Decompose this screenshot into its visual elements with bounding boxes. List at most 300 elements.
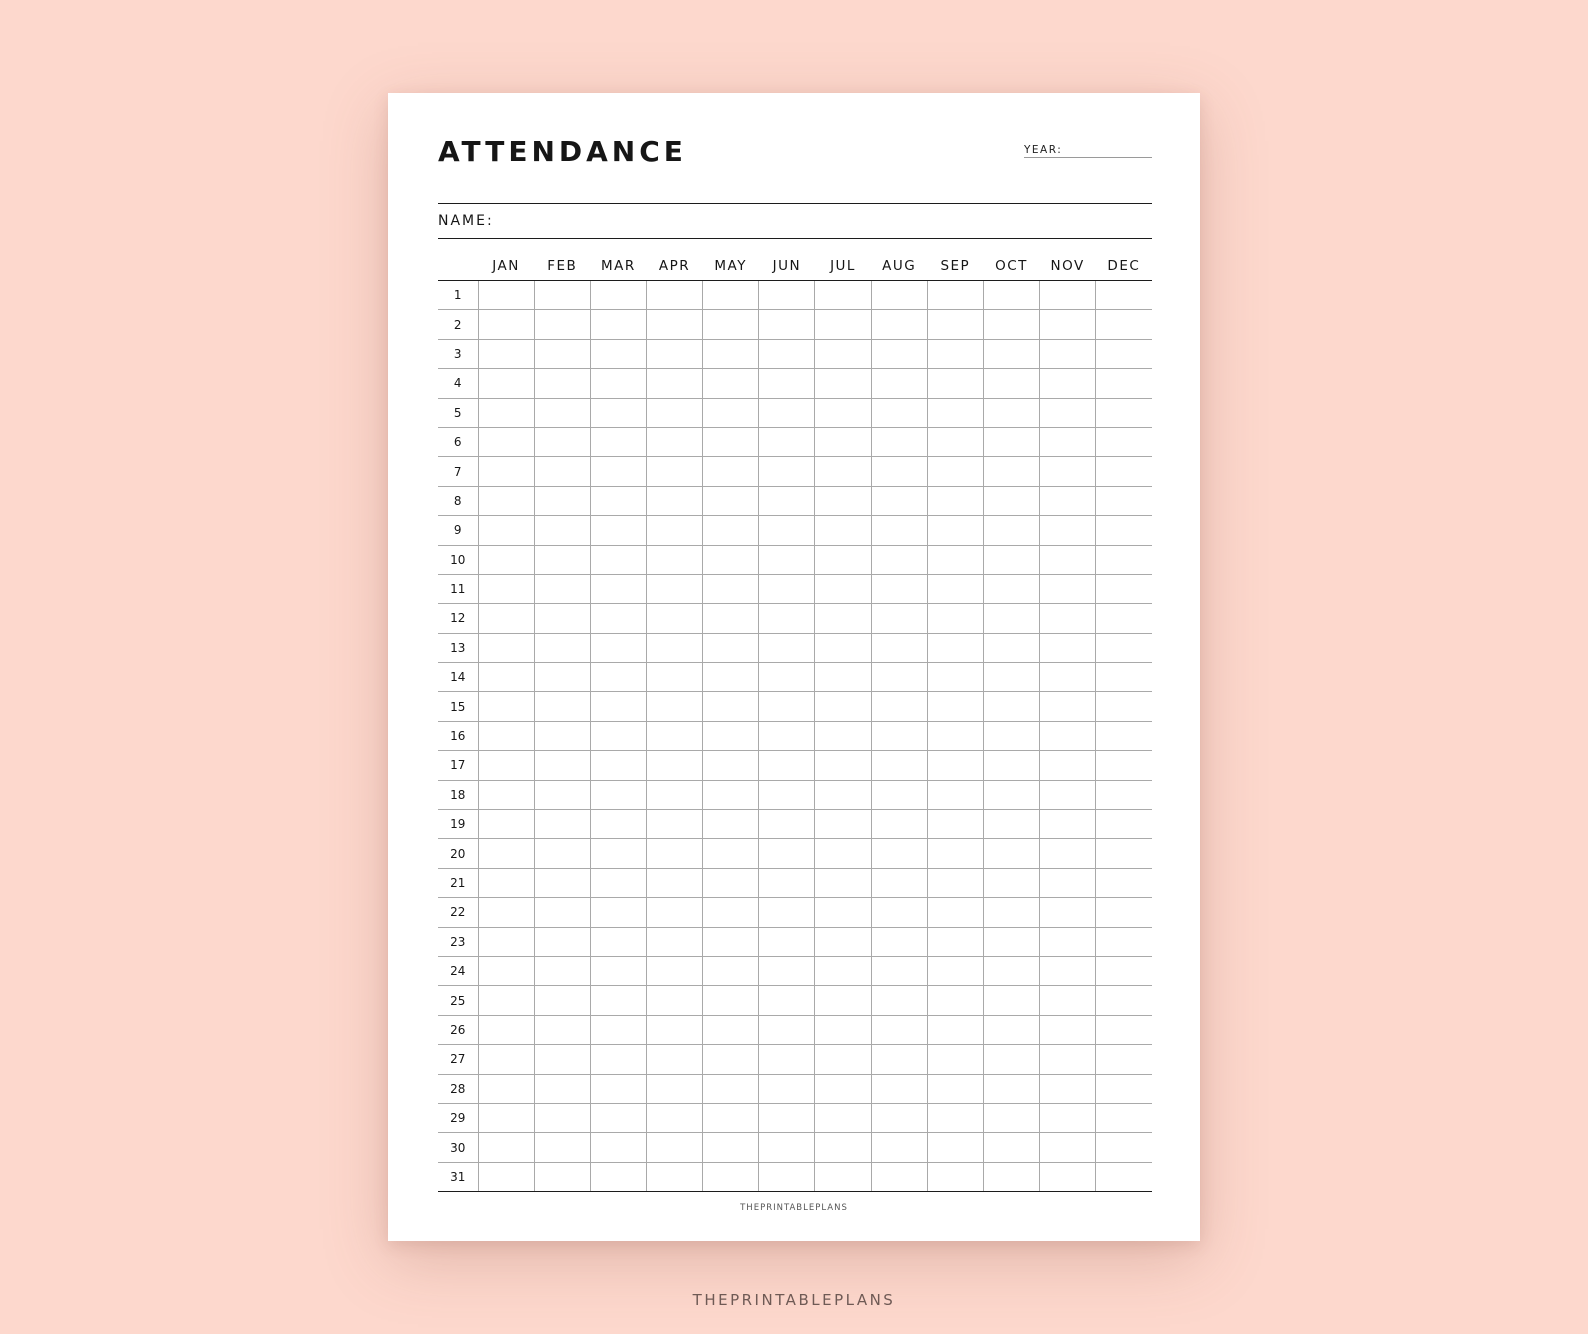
attendance-cell-sep (927, 780, 983, 809)
attendance-cell-dec (1096, 398, 1152, 427)
attendance-cell-apr (646, 780, 702, 809)
attendance-cell-sep (927, 339, 983, 368)
attendance-cell-may (703, 956, 759, 985)
month-header-dec: DEC (1096, 251, 1152, 281)
attendance-cell-feb (534, 516, 590, 545)
attendance-cell-apr (646, 516, 702, 545)
attendance-cell-jun (759, 574, 815, 603)
attendance-cell-sep (927, 986, 983, 1015)
attendance-cell-dec (1096, 1015, 1152, 1044)
attendance-cell-feb (534, 633, 590, 662)
attendance-cell-oct (983, 398, 1039, 427)
attendance-cell-mar (590, 545, 646, 574)
attendance-cell-dec (1096, 516, 1152, 545)
attendance-cell-dec (1096, 1103, 1152, 1132)
attendance-cell-jul (815, 927, 871, 956)
attendance-cell-sep (927, 457, 983, 486)
attendance-cell-oct (983, 1162, 1039, 1191)
attendance-cell-aug (871, 1074, 927, 1103)
day-number: 31 (438, 1162, 478, 1191)
table-row (438, 1015, 1152, 1044)
attendance-cell-jun (759, 780, 815, 809)
attendance-cell-aug (871, 839, 927, 868)
table-row (438, 663, 1152, 692)
month-header-row (438, 251, 1152, 281)
day-number: 2 (438, 310, 478, 339)
attendance-cell-dec (1096, 574, 1152, 603)
attendance-cell-dec (1096, 457, 1152, 486)
attendance-cell-may (703, 663, 759, 692)
attendance-cell-nov (1040, 780, 1096, 809)
attendance-cell-may (703, 1074, 759, 1103)
month-header-may: MAY (703, 251, 759, 281)
day-number: 26 (438, 1015, 478, 1044)
attendance-cell-nov (1040, 1045, 1096, 1074)
attendance-cell-feb (534, 986, 590, 1015)
attendance-cell-feb (534, 1045, 590, 1074)
attendance-cell-sep (927, 1015, 983, 1044)
attendance-cell-jan (478, 927, 534, 956)
attendance-cell-may (703, 281, 759, 310)
attendance-cell-aug (871, 516, 927, 545)
attendance-cell-aug (871, 721, 927, 750)
attendance-cell-jan (478, 545, 534, 574)
attendance-cell-dec (1096, 927, 1152, 956)
attendance-cell-sep (927, 751, 983, 780)
attendance-cell-jul (815, 1133, 871, 1162)
attendance-cell-jul (815, 369, 871, 398)
attendance-cell-jun (759, 1162, 815, 1191)
attendance-cell-may (703, 721, 759, 750)
attendance-cell-jul (815, 839, 871, 868)
table-row (438, 839, 1152, 868)
attendance-cell-jun (759, 927, 815, 956)
attendance-cell-apr (646, 751, 702, 780)
attendance-cell-oct (983, 721, 1039, 750)
attendance-cell-aug (871, 1133, 927, 1162)
attendance-cell-nov (1040, 545, 1096, 574)
attendance-cell-mar (590, 692, 646, 721)
attendance-cell-feb (534, 545, 590, 574)
attendance-cell-oct (983, 339, 1039, 368)
table-row (438, 1133, 1152, 1162)
day-number: 11 (438, 574, 478, 603)
attendance-cell-may (703, 398, 759, 427)
attendance-cell-jul (815, 868, 871, 897)
attendance-cell-feb (534, 751, 590, 780)
attendance-cell-jun (759, 516, 815, 545)
attendance-cell-jan (478, 1162, 534, 1191)
attendance-cell-feb (534, 1103, 590, 1132)
attendance-cell-sep (927, 516, 983, 545)
attendance-cell-mar (590, 516, 646, 545)
attendance-cell-aug (871, 1162, 927, 1191)
attendance-cell-nov (1040, 633, 1096, 662)
attendance-cell-may (703, 574, 759, 603)
attendance-cell-oct (983, 281, 1039, 310)
day-number: 16 (438, 721, 478, 750)
attendance-cell-dec (1096, 427, 1152, 456)
attendance-cell-jan (478, 810, 534, 839)
attendance-cell-sep (927, 663, 983, 692)
attendance-cell-apr (646, 721, 702, 750)
attendance-cell-mar (590, 398, 646, 427)
attendance-cell-nov (1040, 486, 1096, 515)
attendance-cell-nov (1040, 1162, 1096, 1191)
attendance-cell-feb (534, 721, 590, 750)
table-row (438, 604, 1152, 633)
attendance-cell-jun (759, 839, 815, 868)
attendance-cell-mar (590, 986, 646, 1015)
attendance-cell-jul (815, 398, 871, 427)
attendance-cell-mar (590, 927, 646, 956)
attendance-cell-mar (590, 1045, 646, 1074)
attendance-cell-jun (759, 663, 815, 692)
attendance-cell-apr (646, 398, 702, 427)
attendance-cell-apr (646, 574, 702, 603)
attendance-cell-mar (590, 427, 646, 456)
attendance-cell-sep (927, 369, 983, 398)
attendance-cell-jan (478, 956, 534, 985)
attendance-cell-sep (927, 310, 983, 339)
attendance-cell-jun (759, 1133, 815, 1162)
day-number: 7 (438, 457, 478, 486)
attendance-cell-aug (871, 398, 927, 427)
attendance-cell-may (703, 545, 759, 574)
attendance-cell-dec (1096, 1045, 1152, 1074)
attendance-cell-mar (590, 1133, 646, 1162)
attendance-cell-jun (759, 692, 815, 721)
attendance-cell-apr (646, 1074, 702, 1103)
month-header-oct: OCT (983, 251, 1039, 281)
attendance-cell-apr (646, 1133, 702, 1162)
attendance-cell-feb (534, 868, 590, 897)
attendance-cell-feb (534, 927, 590, 956)
table-row (438, 898, 1152, 927)
attendance-cell-jul (815, 721, 871, 750)
attendance-cell-oct (983, 545, 1039, 574)
attendance-cell-sep (927, 427, 983, 456)
attendance-cell-may (703, 986, 759, 1015)
table-row (438, 486, 1152, 515)
attendance-cell-mar (590, 457, 646, 486)
attendance-cell-jun (759, 486, 815, 515)
attendance-cell-jun (759, 339, 815, 368)
year-label: YEAR: (1024, 144, 1063, 156)
attendance-cell-nov (1040, 339, 1096, 368)
table-row (438, 369, 1152, 398)
attendance-sheet (388, 93, 1200, 1241)
month-header-jun: JUN (759, 251, 815, 281)
attendance-cell-jan (478, 1074, 534, 1103)
attendance-cell-feb (534, 486, 590, 515)
attendance-cell-nov (1040, 927, 1096, 956)
month-header-mar: MAR (590, 251, 646, 281)
attendance-cell-dec (1096, 780, 1152, 809)
attendance-cell-apr (646, 281, 702, 310)
attendance-cell-apr (646, 868, 702, 897)
attendance-cell-feb (534, 604, 590, 633)
attendance-cell-nov (1040, 1103, 1096, 1132)
attendance-cell-mar (590, 1103, 646, 1132)
attendance-cell-jun (759, 1045, 815, 1074)
table-row (438, 1103, 1152, 1132)
month-header-feb: FEB (534, 251, 590, 281)
attendance-cell-mar (590, 369, 646, 398)
attendance-cell-oct (983, 427, 1039, 456)
table-row (438, 721, 1152, 750)
attendance-cell-may (703, 427, 759, 456)
attendance-cell-dec (1096, 692, 1152, 721)
attendance-cell-apr (646, 1162, 702, 1191)
attendance-cell-oct (983, 1074, 1039, 1103)
attendance-cell-jul (815, 516, 871, 545)
attendance-cell-jun (759, 898, 815, 927)
attendance-cell-feb (534, 1133, 590, 1162)
attendance-cell-dec (1096, 663, 1152, 692)
attendance-cell-may (703, 516, 759, 545)
attendance-cell-oct (983, 1045, 1039, 1074)
table-row (438, 545, 1152, 574)
table-row (438, 457, 1152, 486)
attendance-cell-oct (983, 604, 1039, 633)
day-number: 17 (438, 751, 478, 780)
attendance-cell-aug (871, 868, 927, 897)
attendance-cell-sep (927, 839, 983, 868)
page-title: ATTENDANCE (438, 135, 687, 168)
month-header-aug: AUG (871, 251, 927, 281)
attendance-cell-apr (646, 486, 702, 515)
brand-caption: THEPRINTABLEPLANS (692, 1291, 896, 1309)
day-number: 23 (438, 927, 478, 956)
attendance-cell-jul (815, 633, 871, 662)
attendance-cell-jun (759, 369, 815, 398)
attendance-cell-jul (815, 1045, 871, 1074)
attendance-cell-jan (478, 663, 534, 692)
attendance-cell-mar (590, 721, 646, 750)
attendance-cell-jan (478, 692, 534, 721)
attendance-cell-may (703, 780, 759, 809)
attendance-cell-jul (815, 427, 871, 456)
attendance-cell-aug (871, 545, 927, 574)
attendance-cell-nov (1040, 692, 1096, 721)
attendance-cell-sep (927, 956, 983, 985)
attendance-cell-nov (1040, 839, 1096, 868)
day-number: 1 (438, 281, 478, 310)
attendance-cell-mar (590, 810, 646, 839)
attendance-cell-oct (983, 810, 1039, 839)
attendance-cell-aug (871, 427, 927, 456)
attendance-cell-nov (1040, 986, 1096, 1015)
attendance-cell-aug (871, 986, 927, 1015)
attendance-cell-aug (871, 574, 927, 603)
day-number: 18 (438, 780, 478, 809)
attendance-cell-sep (927, 868, 983, 897)
table-row (438, 1045, 1152, 1074)
attendance-cell-mar (590, 780, 646, 809)
attendance-cell-sep (927, 281, 983, 310)
attendance-cell-jun (759, 751, 815, 780)
day-number: 29 (438, 1103, 478, 1132)
attendance-cell-jun (759, 721, 815, 750)
attendance-cell-jan (478, 986, 534, 1015)
attendance-cell-feb (534, 898, 590, 927)
attendance-cell-jan (478, 457, 534, 486)
attendance-cell-apr (646, 369, 702, 398)
attendance-cell-jun (759, 398, 815, 427)
table-row (438, 398, 1152, 427)
month-header-sep: SEP (927, 251, 983, 281)
attendance-cell-dec (1096, 868, 1152, 897)
attendance-cell-oct (983, 780, 1039, 809)
attendance-cell-apr (646, 1045, 702, 1074)
attendance-cell-oct (983, 1103, 1039, 1132)
attendance-cell-mar (590, 310, 646, 339)
attendance-cell-jun (759, 281, 815, 310)
attendance-cell-feb (534, 663, 590, 692)
table-row (438, 516, 1152, 545)
month-header-jul: JUL (815, 251, 871, 281)
day-number: 10 (438, 545, 478, 574)
attendance-cell-dec (1096, 604, 1152, 633)
attendance-cell-feb (534, 1015, 590, 1044)
day-number: 28 (438, 1074, 478, 1103)
attendance-cell-oct (983, 310, 1039, 339)
day-number: 19 (438, 810, 478, 839)
attendance-cell-may (703, 369, 759, 398)
table-row (438, 780, 1152, 809)
attendance-cell-jun (759, 633, 815, 662)
attendance-grid (438, 251, 1152, 1192)
attendance-cell-aug (871, 486, 927, 515)
name-top-rule (438, 203, 1152, 204)
day-number: 6 (438, 427, 478, 456)
attendance-cell-mar (590, 486, 646, 515)
attendance-cell-apr (646, 1103, 702, 1132)
attendance-cell-jun (759, 956, 815, 985)
day-number: 21 (438, 868, 478, 897)
attendance-cell-aug (871, 810, 927, 839)
attendance-cell-may (703, 868, 759, 897)
attendance-cell-jun (759, 457, 815, 486)
attendance-cell-feb (534, 427, 590, 456)
attendance-cell-apr (646, 692, 702, 721)
attendance-cell-may (703, 839, 759, 868)
attendance-cell-jan (478, 398, 534, 427)
attendance-cell-may (703, 1133, 759, 1162)
attendance-cell-nov (1040, 516, 1096, 545)
table-row (438, 986, 1152, 1015)
attendance-cell-feb (534, 310, 590, 339)
attendance-cell-apr (646, 1015, 702, 1044)
day-number: 27 (438, 1045, 478, 1074)
attendance-cell-aug (871, 751, 927, 780)
attendance-cell-aug (871, 1045, 927, 1074)
attendance-cell-dec (1096, 486, 1152, 515)
attendance-cell-feb (534, 457, 590, 486)
attendance-cell-jan (478, 604, 534, 633)
attendance-cell-may (703, 1015, 759, 1044)
attendance-cell-may (703, 751, 759, 780)
attendance-cell-jul (815, 604, 871, 633)
attendance-cell-dec (1096, 721, 1152, 750)
name-label: NAME: (438, 213, 494, 229)
attendance-cell-nov (1040, 457, 1096, 486)
attendance-cell-aug (871, 898, 927, 927)
attendance-cell-dec (1096, 545, 1152, 574)
table-row (438, 927, 1152, 956)
attendance-cell-jan (478, 751, 534, 780)
attendance-cell-jun (759, 1103, 815, 1132)
attendance-cell-sep (927, 1045, 983, 1074)
attendance-cell-oct (983, 457, 1039, 486)
day-number: 14 (438, 663, 478, 692)
table-row (438, 692, 1152, 721)
day-number: 5 (438, 398, 478, 427)
attendance-cell-sep (927, 398, 983, 427)
attendance-cell-feb (534, 1162, 590, 1191)
attendance-cell-sep (927, 574, 983, 603)
attendance-cell-dec (1096, 310, 1152, 339)
attendance-cell-jan (478, 516, 534, 545)
month-header-nov: NOV (1040, 251, 1096, 281)
attendance-cell-jul (815, 545, 871, 574)
attendance-cell-nov (1040, 868, 1096, 897)
table-row (438, 1162, 1152, 1191)
attendance-cell-oct (983, 927, 1039, 956)
attendance-cell-mar (590, 751, 646, 780)
attendance-cell-jul (815, 986, 871, 1015)
attendance-cell-mar (590, 281, 646, 310)
attendance-cell-oct (983, 369, 1039, 398)
day-number: 12 (438, 604, 478, 633)
attendance-cell-oct (983, 898, 1039, 927)
attendance-cell-jan (478, 780, 534, 809)
attendance-cell-jan (478, 281, 534, 310)
attendance-cell-may (703, 810, 759, 839)
attendance-cell-jun (759, 604, 815, 633)
table-row (438, 1074, 1152, 1103)
attendance-cell-apr (646, 310, 702, 339)
attendance-cell-jul (815, 751, 871, 780)
attendance-cell-jul (815, 780, 871, 809)
attendance-cell-feb (534, 839, 590, 868)
attendance-cell-mar (590, 1074, 646, 1103)
attendance-cell-aug (871, 310, 927, 339)
day-number: 20 (438, 839, 478, 868)
attendance-cell-jul (815, 486, 871, 515)
attendance-cell-apr (646, 986, 702, 1015)
attendance-cell-jul (815, 1015, 871, 1044)
day-number: 4 (438, 369, 478, 398)
attendance-cell-jun (759, 1074, 815, 1103)
attendance-cell-may (703, 1103, 759, 1132)
table-row (438, 339, 1152, 368)
attendance-cell-jul (815, 281, 871, 310)
attendance-cell-apr (646, 545, 702, 574)
attendance-cell-aug (871, 780, 927, 809)
attendance-cell-apr (646, 457, 702, 486)
attendance-cell-sep (927, 1133, 983, 1162)
attendance-cell-feb (534, 339, 590, 368)
table-row (438, 956, 1152, 985)
attendance-cell-jun (759, 810, 815, 839)
attendance-cell-mar (590, 868, 646, 897)
attendance-cell-nov (1040, 281, 1096, 310)
attendance-cell-jan (478, 868, 534, 897)
attendance-cell-mar (590, 663, 646, 692)
attendance-cell-aug (871, 956, 927, 985)
